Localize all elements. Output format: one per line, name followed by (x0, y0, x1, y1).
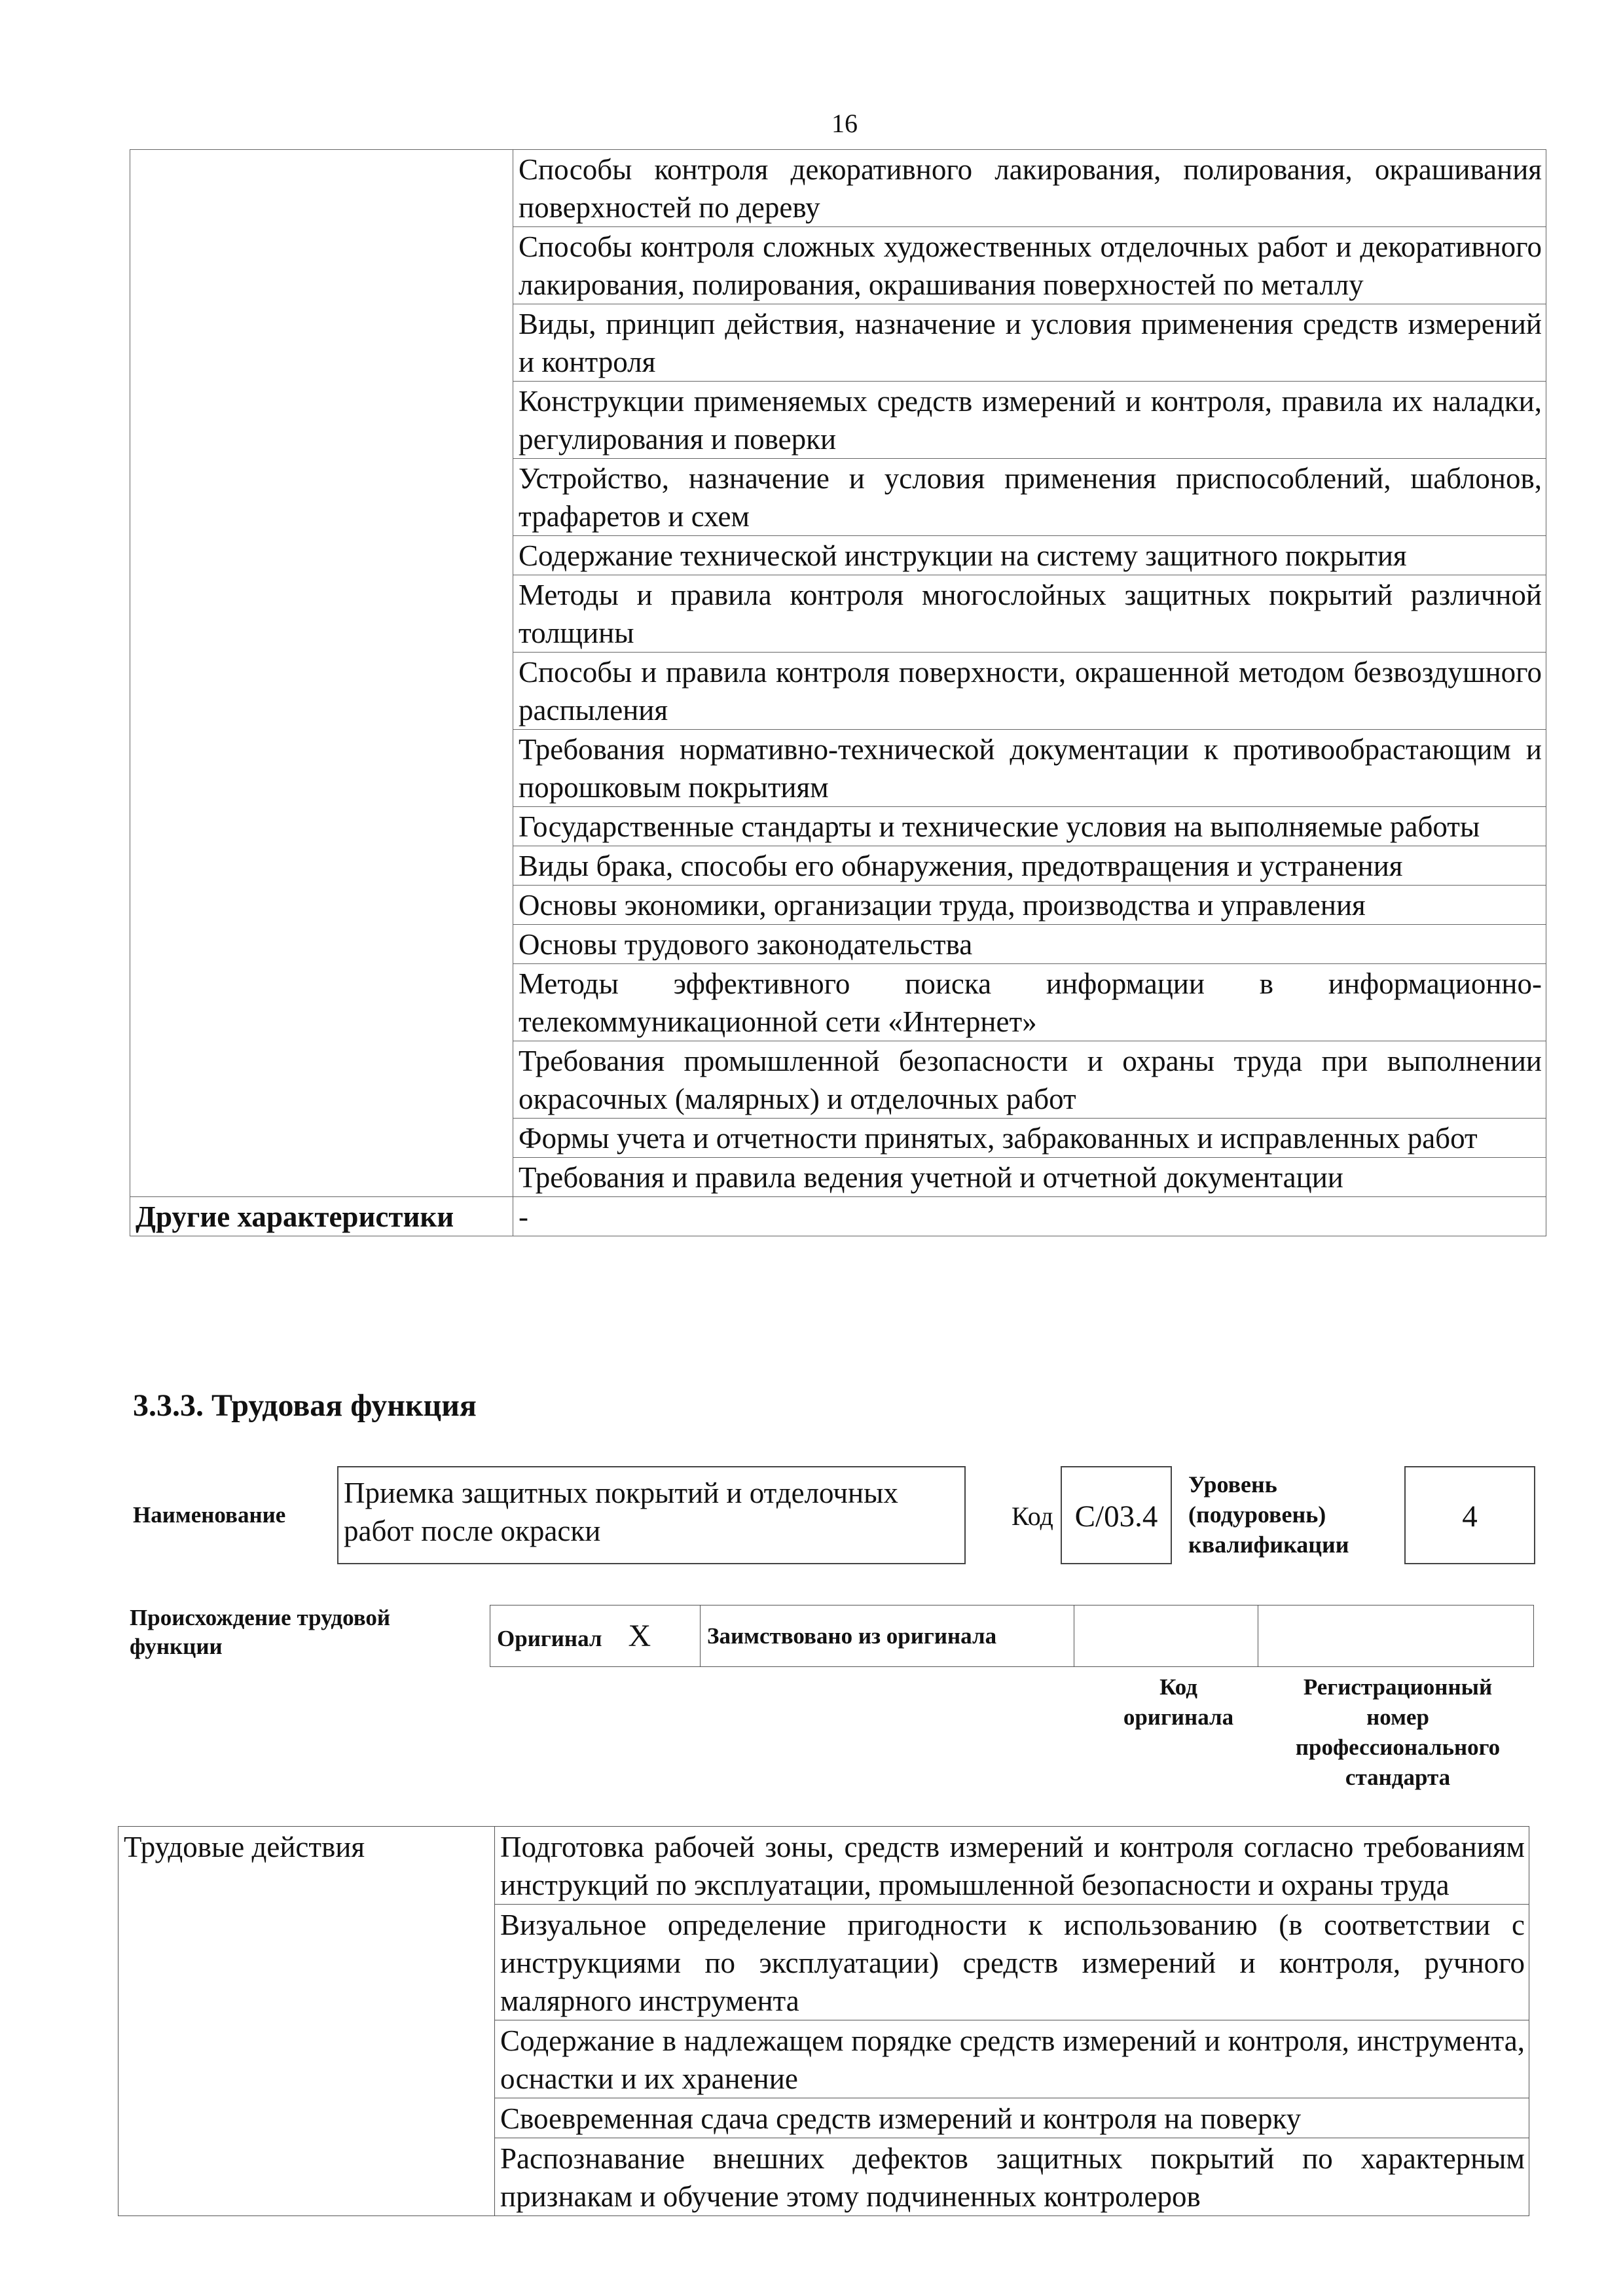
other-characteristics-value: - (513, 1197, 1546, 1236)
qualification-level-box: 4 (1404, 1466, 1535, 1564)
actions-label: Трудовые действия (119, 1827, 495, 2216)
knowledge-item: Формы учета и отчетности принятых, забракованных и исправленных работ (513, 1119, 1546, 1158)
origin-label (130, 1604, 390, 1661)
origin-borrowed-cell: Заимствовано из оригинала (701, 1605, 1074, 1667)
knowledge-item: Методы и правила контроля многослойных защитных покрытий различной толщины (513, 575, 1546, 653)
knowledge-item: Основы трудового законодательства (513, 925, 1546, 964)
origin-reg-number-cell (1258, 1605, 1534, 1667)
knowledge-item: Основы экономики, организации труда, производства и управления (513, 886, 1546, 925)
knowledge-item: Методы эффективного поиска информации в информационно-телекоммуникационной сети «Интернет» (513, 964, 1546, 1041)
level-label-line: (подуровень) (1188, 1501, 1326, 1528)
action-item: Содержание в надлежащем порядке средств измерений и контроля, инструмента, оснастки и их хранение (495, 2020, 1529, 2098)
table-row (130, 1197, 1546, 1236)
knowledge-item: Содержание технической инструкции на систему защитного покрытия (513, 536, 1546, 575)
action-item: Своевременная сдача средств измерений и контроля на поверку (495, 2098, 1529, 2138)
knowledge-table-body (130, 150, 1546, 1236)
origin-table (490, 1605, 1534, 1667)
origin-label-line: Происхождение трудовой (130, 1605, 391, 1630)
function-name-box: Приемка защитных покрытий и отделочных работ после окраски (337, 1466, 966, 1564)
action-item: Визуальное определение пригодности к использованию (в соответствии с инструкциями по эксплуатации) средств измерений и контроля, ручного малярного инструмента (495, 1905, 1529, 2020)
caption-line: Регистрационный (1303, 1674, 1493, 1700)
actions-table (118, 1826, 1529, 2216)
actions-table-body (119, 1827, 1529, 2216)
caption-line: номер (1366, 1704, 1429, 1730)
knowledge-item: Требования промышленной безопасности и охраны труда при выполнении окрасочных (малярных) и отделочных работ (513, 1041, 1546, 1119)
knowledge-item: Способы контроля сложных художественных отделочных работ и декоративного лакирования, полирования, окрашивания поверхностей по металлу (513, 227, 1546, 304)
knowledge-item: Виды брака, способы его обнаружения, предотвращения и устранения (513, 846, 1546, 886)
knowledge-item: Конструкции применяемых средств измерений и контроля, правила их наладки, регулирования и поверки (513, 382, 1546, 459)
action-item: Распознавание внешних дефектов защитных покрытий по характерным признакам и обучение этому подчиненных контролеров (495, 2138, 1529, 2216)
section-heading: 3.3.3. Трудовая функция (133, 1388, 477, 1423)
table-row (490, 1605, 1534, 1667)
origin-original-cell (490, 1605, 701, 1667)
knowledge-item: Государственные стандарты и технические условия на выполняемые работы (513, 807, 1546, 846)
knowledge-label-cell (130, 150, 513, 1197)
caption-line: профессионального (1295, 1734, 1501, 1760)
level-label-line: Уровень (1188, 1471, 1277, 1498)
other-characteristics-label: Другие характеристики (130, 1197, 513, 1236)
reg-number-caption (1260, 1672, 1535, 1793)
caption-line: оригинала (1123, 1704, 1234, 1730)
page-number: 16 (831, 109, 858, 138)
knowledge-item: Виды, принцип действия, назначение и условия применения средств измерений и контроля (513, 304, 1546, 382)
origin-mark: X (628, 1619, 651, 1653)
origin-original-label: Оригинал (497, 1626, 602, 1651)
knowledge-item: Требования нормативно-технической документации к противообрастающим и порошковым покрытиям (513, 730, 1546, 807)
code-caption (1100, 1672, 1257, 1732)
origin-label-line: функции (130, 1634, 223, 1659)
function-code-box: С/03.4 (1061, 1466, 1172, 1564)
code-label: Код (1012, 1501, 1053, 1531)
origin-code-cell (1074, 1605, 1258, 1667)
caption-line: Код (1159, 1674, 1197, 1700)
knowledge-item: Устройство, назначение и условия применения приспособлений, шаблонов, трафаретов и схем (513, 459, 1546, 536)
level-label (1188, 1469, 1349, 1560)
knowledge-item: Требования и правила ведения учетной и отчетной документации (513, 1158, 1546, 1197)
caption-line: стандарта (1345, 1765, 1451, 1790)
knowledge-item: Способы контроля декоративного лакирования, полирования, окрашивания поверхностей по дереву (513, 150, 1546, 227)
knowledge-table (130, 149, 1546, 1236)
table-row (119, 1827, 1529, 1905)
knowledge-item: Способы и правила контроля поверхности, окрашенной методом безвоздушного распыления (513, 653, 1546, 730)
level-label-line: квалификации (1188, 1532, 1349, 1558)
table-row (130, 150, 1546, 227)
action-item: Подготовка рабочей зоны, средств измерений и контроля согласно требованиям инструкций по эксплуатации, промышленной безопасности и охраны труда (495, 1827, 1529, 1905)
name-label: Наименование (133, 1502, 286, 1528)
